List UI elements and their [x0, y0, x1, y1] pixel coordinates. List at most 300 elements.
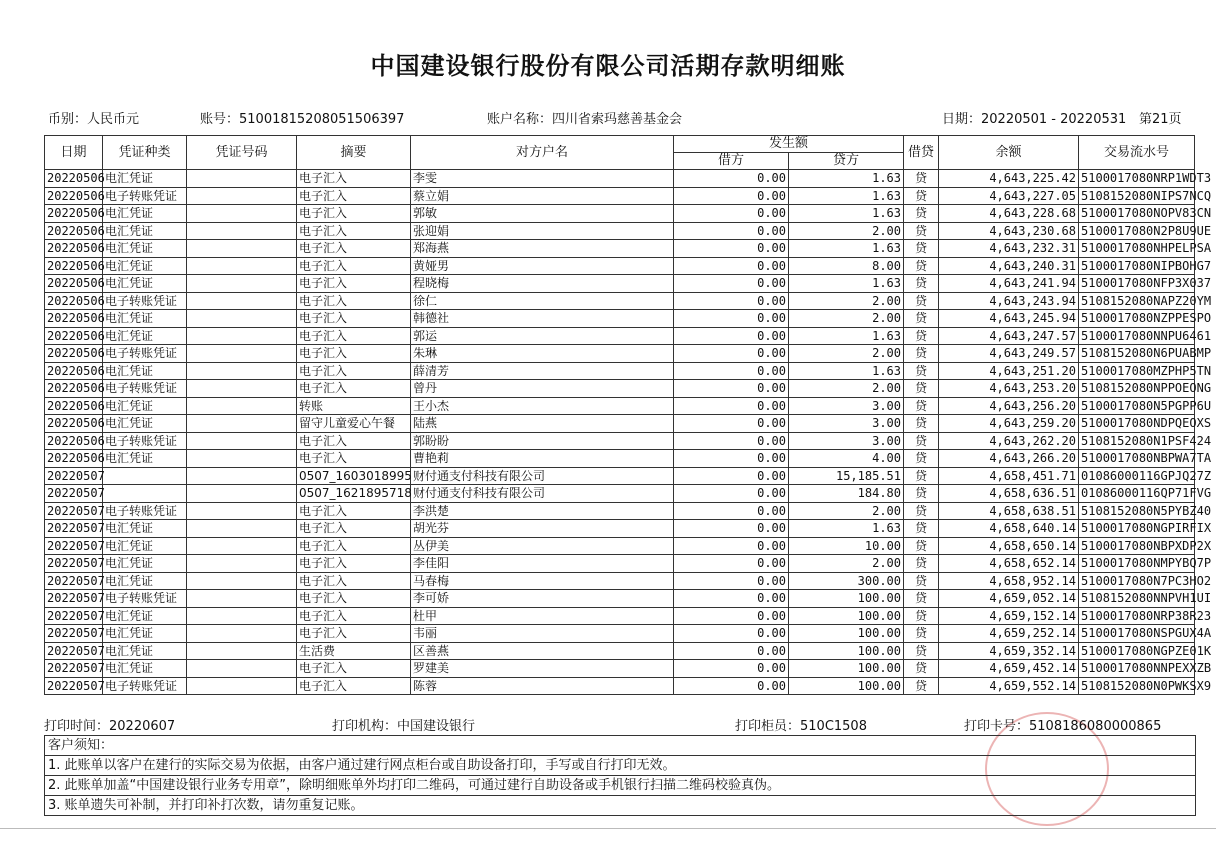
row-debit: 0.00 [674, 590, 789, 608]
document-title: 中国建设银行股份有限公司活期存款明细账 [370, 51, 846, 80]
row-serial: 5100017080NGPIRFIX [1079, 520, 1195, 538]
row-counterparty: 王小杰 [411, 397, 674, 415]
row-dc: 贷 [904, 345, 939, 363]
row-counterparty: 马春梅 [411, 572, 674, 590]
table-row [45, 502, 1195, 520]
account-name: 账户名称：四川省索玛慈善基金会 [487, 112, 683, 127]
table-row [45, 485, 1195, 503]
row-dc: 贷 [904, 520, 939, 538]
row-credit: 1.63 [789, 170, 904, 188]
row-voucher-type: 电子转账凭证 [103, 380, 187, 398]
row-voucher-type: 电汇凭证 [103, 257, 187, 275]
table-row [45, 555, 1195, 573]
row-dc: 贷 [904, 380, 939, 398]
row-dc: 贷 [904, 222, 939, 240]
row-voucher-no [187, 502, 297, 520]
row-debit: 0.00 [674, 450, 789, 468]
row-credit: 1.63 [789, 205, 904, 223]
row-summary: 电子汇入 [297, 572, 411, 590]
row-serial: 01086000116GPJQ27Z [1079, 467, 1195, 485]
row-balance: 4,643,253.20 [939, 380, 1079, 398]
row-balance: 4,658,636.51 [939, 485, 1079, 503]
row-voucher-no [187, 380, 297, 398]
customer-notes [44, 735, 1196, 816]
table-row [45, 275, 1195, 293]
table-row [45, 467, 1195, 485]
row-counterparty: 财付通支付科技有限公司 [411, 467, 674, 485]
row-date: 20220506 [45, 240, 103, 258]
row-counterparty: 李可娇 [411, 590, 674, 608]
row-date: 20220506 [45, 257, 103, 275]
row-serial: 5100017080NRP38R23 [1079, 607, 1195, 625]
row-voucher-type: 电汇凭证 [103, 362, 187, 380]
row-credit: 2.00 [789, 310, 904, 328]
row-voucher-type: 电汇凭证 [103, 170, 187, 188]
row-summary: 电子汇入 [297, 327, 411, 345]
account-number: 账号：51001815208051506397 [200, 112, 405, 127]
row-counterparty: 郑海燕 [411, 240, 674, 258]
row-balance: 4,643,228.68 [939, 205, 1079, 223]
row-voucher-type: 电汇凭证 [103, 555, 187, 573]
row-dc: 贷 [904, 275, 939, 293]
row-dc: 贷 [904, 590, 939, 608]
row-counterparty: 徐仁 [411, 292, 674, 310]
row-summary: 电子汇入 [297, 590, 411, 608]
row-voucher-type: 电汇凭证 [103, 642, 187, 660]
row-serial: 01086000116QP71FVG [1079, 485, 1195, 503]
header-balance: 余额 [939, 136, 1079, 170]
header-date: 日期 [45, 136, 103, 170]
row-voucher-type: 电汇凭证 [103, 275, 187, 293]
row-serial: 5100017080NOPV83CN [1079, 205, 1195, 223]
row-date: 20220506 [45, 397, 103, 415]
row-counterparty: 张迎娟 [411, 222, 674, 240]
row-debit: 0.00 [674, 607, 789, 625]
row-debit: 0.00 [674, 292, 789, 310]
row-credit: 10.00 [789, 537, 904, 555]
row-dc: 贷 [904, 257, 939, 275]
row-credit: 15,185.51 [789, 467, 904, 485]
row-debit: 0.00 [674, 170, 789, 188]
row-counterparty: 韩德社 [411, 310, 674, 328]
row-voucher-no [187, 432, 297, 450]
row-voucher-no [187, 590, 297, 608]
row-credit: 1.63 [789, 327, 904, 345]
row-voucher-type: 电子转账凭证 [103, 292, 187, 310]
row-debit: 0.00 [674, 362, 789, 380]
row-date: 20220507 [45, 677, 103, 695]
row-voucher-no [187, 240, 297, 258]
currency-label: 币别：人民币元 [48, 112, 140, 127]
row-credit: 4.00 [789, 450, 904, 468]
row-balance: 4,643,247.57 [939, 327, 1079, 345]
row-date: 20220506 [45, 222, 103, 240]
header-amount-group: 发生额 [674, 136, 904, 153]
row-credit: 2.00 [789, 502, 904, 520]
row-summary: 电子汇入 [297, 275, 411, 293]
row-debit: 0.00 [674, 502, 789, 520]
row-summary: 电子汇入 [297, 240, 411, 258]
row-balance: 4,658,652.14 [939, 555, 1079, 573]
table-row [45, 187, 1195, 205]
row-voucher-type: 电子转账凭证 [103, 345, 187, 363]
row-voucher-type: 电汇凭证 [103, 222, 187, 240]
row-counterparty: 杜甲 [411, 607, 674, 625]
row-serial: 5100017080NIPBOHG7 [1079, 257, 1195, 275]
row-serial: 5108152080N5PYBZ40 [1079, 502, 1195, 520]
row-date: 20220506 [45, 275, 103, 293]
header-debit: 借方 [674, 153, 789, 170]
row-summary: 电子汇入 [297, 257, 411, 275]
row-credit: 1.63 [789, 520, 904, 538]
row-date: 20220506 [45, 292, 103, 310]
row-serial: 5100017080NNPEXXZB [1079, 660, 1195, 678]
ledger-table [44, 135, 1212, 695]
row-balance: 4,659,452.14 [939, 660, 1079, 678]
row-summary: 电子汇入 [297, 432, 411, 450]
page-number: 第21页 [1139, 112, 1182, 127]
row-credit: 100.00 [789, 642, 904, 660]
row-voucher-no [187, 362, 297, 380]
row-voucher-type: 电汇凭证 [103, 660, 187, 678]
row-serial: 5100017080MZPHP5TN [1079, 362, 1195, 380]
row-voucher-no [187, 485, 297, 503]
row-date: 20220507 [45, 607, 103, 625]
row-dc: 贷 [904, 625, 939, 643]
row-debit: 0.00 [674, 275, 789, 293]
row-debit: 0.00 [674, 432, 789, 450]
row-voucher-no [187, 397, 297, 415]
row-summary: 电子汇入 [297, 555, 411, 573]
row-debit: 0.00 [674, 555, 789, 573]
row-balance: 4,658,952.14 [939, 572, 1079, 590]
row-voucher-type: 电汇凭证 [103, 240, 187, 258]
table-row [45, 625, 1195, 643]
table-row [45, 520, 1195, 538]
row-voucher-no [187, 642, 297, 660]
row-voucher-no [187, 310, 297, 328]
row-voucher-type: 电汇凭证 [103, 415, 187, 433]
row-summary: 0507_1603018995 [297, 467, 411, 485]
row-dc: 贷 [904, 432, 939, 450]
row-date: 20220507 [45, 642, 103, 660]
row-debit: 0.00 [674, 625, 789, 643]
row-serial: 5100017080NFP3X037 [1079, 275, 1195, 293]
table-row [45, 222, 1195, 240]
row-voucher-type: 电汇凭证 [103, 607, 187, 625]
row-summary: 电子汇入 [297, 187, 411, 205]
row-debit: 0.00 [674, 485, 789, 503]
row-credit: 2.00 [789, 345, 904, 363]
row-date: 20220507 [45, 590, 103, 608]
header-credit: 贷方 [789, 153, 904, 170]
row-voucher-no [187, 520, 297, 538]
row-debit: 0.00 [674, 222, 789, 240]
row-date: 20220506 [45, 415, 103, 433]
row-date: 20220506 [45, 380, 103, 398]
row-credit: 100.00 [789, 607, 904, 625]
row-voucher-no [187, 257, 297, 275]
row-debit: 0.00 [674, 415, 789, 433]
row-dc: 贷 [904, 327, 939, 345]
row-serial: 5100017080NRP1WDT3 [1079, 170, 1195, 188]
row-dc: 贷 [904, 467, 939, 485]
row-voucher-no [187, 450, 297, 468]
row-counterparty: 李佳阳 [411, 555, 674, 573]
row-dc: 贷 [904, 240, 939, 258]
row-summary: 电子汇入 [297, 537, 411, 555]
row-balance: 4,658,640.14 [939, 520, 1079, 538]
row-debit: 0.00 [674, 537, 789, 555]
scan-divider [0, 828, 1216, 829]
row-date: 20220507 [45, 485, 103, 503]
row-balance: 4,643,227.05 [939, 187, 1079, 205]
row-credit: 3.00 [789, 415, 904, 433]
row-credit: 300.00 [789, 572, 904, 590]
row-dc: 贷 [904, 450, 939, 468]
print-counter: 打印柜员：510C1508 [735, 719, 867, 734]
header-counterparty: 对方户名 [411, 136, 674, 170]
row-debit: 0.00 [674, 327, 789, 345]
row-dc: 贷 [904, 572, 939, 590]
row-counterparty: 陈蓉 [411, 677, 674, 695]
row-counterparty: 黄娅男 [411, 257, 674, 275]
row-credit: 1.63 [789, 240, 904, 258]
row-counterparty: 蔡立娟 [411, 187, 674, 205]
row-counterparty: 郭运 [411, 327, 674, 345]
row-date: 20220506 [45, 450, 103, 468]
print-card: 打印卡号：5108186080000865 [964, 719, 1162, 734]
row-voucher-no [187, 555, 297, 573]
row-summary: 留守儿童爱心午餐 [297, 415, 411, 433]
row-serial: 5100017080N2P8U9UE [1079, 222, 1195, 240]
notes-heading: 客户须知： [45, 736, 1195, 756]
header-voucher-no: 凭证号码 [187, 136, 297, 170]
header-voucher-type: 凭证种类 [103, 136, 187, 170]
row-dc: 贷 [904, 362, 939, 380]
row-serial: 5108152080N6PUABMP [1079, 345, 1195, 363]
row-balance: 4,643,240.31 [939, 257, 1079, 275]
row-summary: 电子汇入 [297, 520, 411, 538]
row-counterparty: 陆燕 [411, 415, 674, 433]
note-item-3: 3. 账单遗失可补制，并打印补打次数，请勿重复记账。 [48, 798, 364, 813]
row-counterparty: 郭敏 [411, 205, 674, 223]
row-date: 20220507 [45, 572, 103, 590]
row-summary: 电子汇入 [297, 607, 411, 625]
row-serial: 5108152080NIPS7NCQ [1079, 187, 1195, 205]
row-credit: 184.80 [789, 485, 904, 503]
row-date: 20220507 [45, 625, 103, 643]
row-credit: 100.00 [789, 660, 904, 678]
row-credit: 8.00 [789, 257, 904, 275]
row-voucher-type: 电汇凭证 [103, 520, 187, 538]
note-item-1: 1. 此账单以客户在建行的实际交易为依据，由客户通过建行网点柜台或自助设备打印，手写或自行打印无效。 [45, 756, 1195, 776]
table-row [45, 292, 1195, 310]
row-balance: 4,658,638.51 [939, 502, 1079, 520]
row-credit: 2.00 [789, 380, 904, 398]
table-row [45, 380, 1195, 398]
row-serial: 5100017080N5PGPP6U [1079, 397, 1195, 415]
row-voucher-no [187, 275, 297, 293]
row-balance: 4,643,251.20 [939, 362, 1079, 380]
row-summary: 电子汇入 [297, 310, 411, 328]
row-date: 20220507 [45, 555, 103, 573]
row-credit: 100.00 [789, 625, 904, 643]
row-balance: 4,643,241.94 [939, 275, 1079, 293]
row-summary: 电子汇入 [297, 222, 411, 240]
row-date: 20220506 [45, 327, 103, 345]
row-voucher-no [187, 292, 297, 310]
row-counterparty: 程晓梅 [411, 275, 674, 293]
row-voucher-type [103, 485, 187, 503]
row-voucher-type: 电子转账凭证 [103, 590, 187, 608]
row-summary: 转账 [297, 397, 411, 415]
row-dc: 贷 [904, 555, 939, 573]
row-voucher-no [187, 415, 297, 433]
table-row [45, 572, 1195, 590]
row-voucher-no [187, 660, 297, 678]
row-counterparty: 韦丽 [411, 625, 674, 643]
row-credit: 3.00 [789, 432, 904, 450]
row-credit: 2.00 [789, 555, 904, 573]
row-counterparty: 罗建美 [411, 660, 674, 678]
row-dc: 贷 [904, 607, 939, 625]
row-summary: 电子汇入 [297, 660, 411, 678]
row-voucher-no [187, 205, 297, 223]
row-voucher-type: 电汇凭证 [103, 205, 187, 223]
row-date: 20220506 [45, 187, 103, 205]
row-balance: 4,643,225.42 [939, 170, 1079, 188]
row-dc: 贷 [904, 170, 939, 188]
row-summary: 电子汇入 [297, 677, 411, 695]
row-credit: 100.00 [789, 590, 904, 608]
row-date: 20220507 [45, 537, 103, 555]
row-summary: 电子汇入 [297, 205, 411, 223]
row-date: 20220506 [45, 345, 103, 363]
row-serial: 5100017080N7PC3HO2 [1079, 572, 1195, 590]
row-voucher-type: 电汇凭证 [103, 625, 187, 643]
row-voucher-no [187, 537, 297, 555]
note-item-2: 2. 此账单加盖“中国建设银行业务专用章”，除明细账单外均打印二维码，可通过建行自助设备或手机银行扫描二维码校验真伪。 [45, 776, 1195, 796]
row-serial: 5100017080NZPPESPO [1079, 310, 1195, 328]
table-row [45, 310, 1195, 328]
row-voucher-type: 电汇凭证 [103, 310, 187, 328]
row-serial: 5100017080NBPWA7TA [1079, 450, 1195, 468]
header-serial: 交易流水号 [1079, 136, 1195, 170]
row-credit: 2.00 [789, 292, 904, 310]
row-summary: 电子汇入 [297, 625, 411, 643]
print-org: 打印机构：中国建设银行 [332, 719, 476, 734]
row-voucher-no [187, 607, 297, 625]
table-row [45, 607, 1195, 625]
row-dc: 贷 [904, 205, 939, 223]
row-debit: 0.00 [674, 240, 789, 258]
row-counterparty: 区善燕 [411, 642, 674, 660]
row-voucher-type [103, 467, 187, 485]
row-serial: 5100017080NHPELPSA [1079, 240, 1195, 258]
row-voucher-no [187, 345, 297, 363]
table-row [45, 257, 1195, 275]
header-summary: 摘要 [297, 136, 411, 170]
row-date: 20220506 [45, 362, 103, 380]
row-serial: 5100017080NNPU6461 [1079, 327, 1195, 345]
row-balance: 4,658,451.71 [939, 467, 1079, 485]
row-balance: 4,643,230.68 [939, 222, 1079, 240]
row-balance: 4,659,252.14 [939, 625, 1079, 643]
row-credit: 100.00 [789, 677, 904, 695]
row-serial: 5108152080NPPOEONG [1079, 380, 1195, 398]
row-summary: 电子汇入 [297, 170, 411, 188]
row-summary: 电子汇入 [297, 292, 411, 310]
row-voucher-no [187, 677, 297, 695]
row-serial: 5100017080NSPGUX4A [1079, 625, 1195, 643]
row-counterparty: 财付通支付科技有限公司 [411, 485, 674, 503]
row-balance: 4,643,243.94 [939, 292, 1079, 310]
row-debit: 0.00 [674, 677, 789, 695]
row-serial: 5100017080NGPZE01K [1079, 642, 1195, 660]
row-date: 20220506 [45, 170, 103, 188]
row-debit: 0.00 [674, 310, 789, 328]
row-balance: 4,643,245.94 [939, 310, 1079, 328]
row-dc: 贷 [904, 642, 939, 660]
row-voucher-no [187, 327, 297, 345]
row-debit: 0.00 [674, 187, 789, 205]
row-debit: 0.00 [674, 642, 789, 660]
table-row [45, 537, 1195, 555]
row-serial: 5108152080NNPVH1UI [1079, 590, 1195, 608]
row-date: 20220507 [45, 467, 103, 485]
row-voucher-no [187, 170, 297, 188]
table-row [45, 590, 1195, 608]
row-balance: 4,643,266.20 [939, 450, 1079, 468]
row-credit: 1.63 [789, 187, 904, 205]
row-summary: 电子汇入 [297, 502, 411, 520]
row-counterparty: 胡光芬 [411, 520, 674, 538]
row-debit: 0.00 [674, 520, 789, 538]
row-credit: 3.00 [789, 397, 904, 415]
table-row [45, 397, 1195, 415]
table-row [45, 642, 1195, 660]
row-voucher-type: 电汇凭证 [103, 397, 187, 415]
row-voucher-type: 电汇凭证 [103, 450, 187, 468]
row-summary: 电子汇入 [297, 380, 411, 398]
row-counterparty: 薛清芳 [411, 362, 674, 380]
date-range: 日期：20220501 - 20220531 [942, 112, 1127, 127]
row-serial: 5100017080NMPYBQ7P [1079, 555, 1195, 573]
row-credit: 2.00 [789, 222, 904, 240]
row-date: 20220506 [45, 310, 103, 328]
row-serial: 5108152080NAPZ20YM [1079, 292, 1195, 310]
table-row [45, 327, 1195, 345]
row-balance: 4,643,249.57 [939, 345, 1079, 363]
row-counterparty: 曾丹 [411, 380, 674, 398]
row-dc: 贷 [904, 502, 939, 520]
table-row [45, 415, 1195, 433]
row-summary: 电子汇入 [297, 450, 411, 468]
table-row [45, 345, 1195, 363]
row-date: 20220506 [45, 205, 103, 223]
row-date: 20220507 [45, 660, 103, 678]
row-counterparty: 郭盼盼 [411, 432, 674, 450]
row-debit: 0.00 [674, 572, 789, 590]
row-dc: 贷 [904, 187, 939, 205]
row-voucher-no [187, 222, 297, 240]
print-time: 打印时间：20220607 [44, 719, 176, 734]
row-debit: 0.00 [674, 257, 789, 275]
row-dc: 贷 [904, 677, 939, 695]
row-dc: 贷 [904, 292, 939, 310]
row-summary: 电子汇入 [297, 362, 411, 380]
